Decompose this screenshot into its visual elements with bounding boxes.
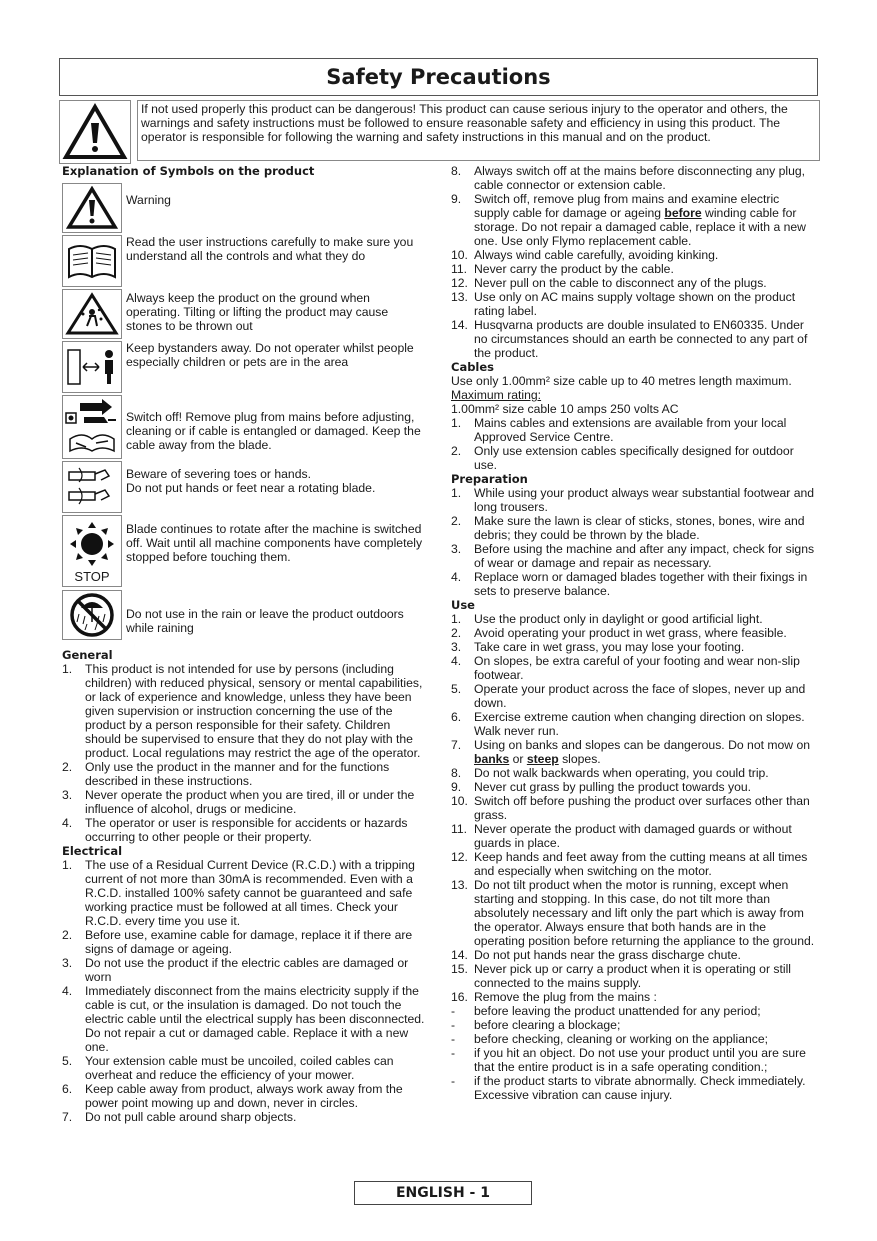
list-item: 11. Never operate the product with damaged guards or without guards in place.: [451, 822, 792, 850]
symbol-text: Read the user instructions carefully to make sure you understand all the controls and what they do: [126, 235, 414, 263]
list-item: 7. Using on banks and slopes can be dangerous. Do not mow on banks or steep slopes.: [451, 738, 811, 766]
list-item: 14. Husqvarna products are double insulated to EN60335. Under no circumstances should an earth be connected to any part of the product.: [451, 318, 808, 360]
list-item: 2. Avoid operating your product in wet grass, where feasible.: [451, 626, 787, 640]
stop-label: STOP: [74, 568, 110, 584]
list-item: 4. Replace worn or damaged blades together with their fixings in sets to preserve balance.: [451, 570, 808, 598]
list-item: 15. Never pick up or carry a product when it is operating or still connected to the mains supply.: [451, 962, 792, 990]
symbol-stop: [62, 515, 122, 587]
symbol-no-rain: [62, 590, 122, 640]
symbol-text: Always keep the product on the ground when operating. Tilting or lifting the product may cause stones to be thrown out: [126, 291, 389, 333]
list-item: 10. Switch off before pushing the product over surfaces other than grass.: [451, 794, 810, 822]
max-rating-label: Maximum rating:: [451, 388, 542, 402]
list-item: - if the product starts to vibrate abnormally. Check immediately. Excessive vibration can cause injury.: [451, 1074, 806, 1102]
general-heading: General: [62, 648, 113, 662]
list-item: 16. Remove the plug from the mains :: [451, 990, 657, 1004]
unplug-icon: [64, 397, 120, 457]
list-item: 4. On slopes, be extra careful of your footing and wear non-slip footwear.: [451, 654, 800, 682]
list-item: 5. Operate your product across the face of slopes, never up and down.: [451, 682, 806, 710]
cables-heading: Cables: [451, 360, 495, 374]
emphasis-before: before: [664, 206, 702, 220]
list-item: 8. Do not walk backwards when operating, you could trip.: [451, 766, 769, 780]
list-item: 9. Never cut grass by pulling the product towards you.: [451, 780, 752, 794]
symbol-read-manual: [62, 235, 122, 287]
symbol-blade-hazard: [62, 461, 122, 513]
thrown-object-icon: [65, 292, 119, 336]
preparation-heading: Preparation: [451, 472, 528, 486]
bystander-distance-icon: [65, 344, 119, 390]
symbol-warning: [62, 183, 122, 233]
list-item: 2. Make sure the lawn is clear of sticks, stones, bones, wire and debris; they could be thrown by the blade.: [451, 514, 805, 542]
list-item: 6. Exercise extreme caution when changing direction on slopes. Walk never run.: [451, 710, 805, 738]
list-item: 2. Only use extension cables specifically designed for outdoor use.: [451, 444, 794, 472]
page-title: Safety Precautions: [59, 58, 818, 96]
warning-triangle-icon: [60, 101, 130, 163]
emphasis-banks: banks: [474, 752, 510, 766]
list-item: 13. Use only on AC mains supply voltage shown on the product rating label.: [451, 290, 796, 318]
symbol-text: Keep bystanders away. Do not operater whilst people especially children or pets are in the area: [126, 341, 414, 369]
list-item: 11. Never carry the product by the cable.: [451, 262, 674, 276]
symbols-heading: Explanation of Symbols on the product: [62, 164, 315, 178]
symbol-thrown-objects: [62, 289, 122, 339]
list-item: 3. Do not use the product if the electric cables are damaged or worn: [62, 956, 409, 984]
list-item: 1. While using your product always wear substantial footwear and long trousers.: [451, 486, 815, 514]
list-item: - if you hit an object. Do not use your product until you are sure that the entire product is in a safe operating condition.;: [451, 1046, 806, 1074]
list-item: 1. The use of a Residual Current Device (R.C.D.) with a tripping current of not more than 30mA is recommended. Even with a R.C.D. installed 100% safety cannot be guaranteed and safe working practice must be followed at all times. Check your R.C.D. every time you use it.: [62, 858, 415, 928]
max-rating-text: 1.00mm² size cable 10 amps 250 volts AC: [451, 402, 679, 416]
list-item: - before checking, cleaning or working on the appliance;: [451, 1032, 769, 1046]
warning-triangle-icon: [65, 186, 119, 230]
emphasis-steep: steep: [526, 752, 559, 766]
symbol-unplug: [62, 395, 122, 459]
list-item: 4. The operator or user is responsible for accidents or hazards occurring to other people or their property.: [62, 816, 408, 844]
list-item: 1. This product is not intended for use by persons (including children) with reduced physical, sensory or mental capabilities, or lack of experience and knowledge, unless they have been given supervision or instruction concerning the use of the product by a person responsible for their safety. Children should be supervised to ensure that they do not play with the product. Local regulations may restrict the age of the operator.: [62, 662, 423, 760]
symbol-text: Beware of severing toes or hands. Do not put hands or feet near a rotating blade.: [126, 467, 376, 495]
left-column: [62, 648, 426, 1124]
list-item: 13. Do not tilt product when the motor is running, except when starting and stopping. In this case, do not tilt more than absolutely necessary and lift only the part which is away from the operator. Always ensure that both hands are in the operating position before returning the appliance to the ground.: [451, 878, 815, 948]
list-item: 6. Keep cable away from product, always work away from the power point mowing up and down, never in circles.: [62, 1082, 403, 1110]
symbol-text: Switch off! Remove plug from mains before adjusting, cleaning or if cable is entangled or damaged. Keep the cable away from the blade.: [126, 410, 421, 452]
intro-warning-text: If not used properly this product can be dangerous! This product can cause serious injury to the operator and others, the warnings and safety instructions must be followed to ensure reasonable safety and efficiency in using this product. The operator is responsible for following the warning and safety instructions in this manual and on the product.: [137, 100, 820, 161]
list-item: 3. Before using the machine and after any impact, check for signs of wear or damage and repair as necessary.: [451, 542, 815, 570]
blade-hazard-icon: [65, 464, 119, 510]
symbol-text: Blade continues to rotate after the machine is switched off. Wait until all machine components have completely stopped before touching them.: [126, 522, 423, 564]
use-heading: Use: [451, 598, 475, 612]
list-item: 1. Use the product only in daylight or good artificial light.: [451, 612, 763, 626]
list-item: 8. Always switch off at the mains before disconnecting any plug, cable connector or extension cable.: [451, 164, 806, 192]
page-footer: ENGLISH - 1: [354, 1181, 532, 1205]
list-item: 2. Only use the product in the manner and for the functions described in these instructions.: [62, 760, 390, 788]
symbol-text: Do not use in the rain or leave the product outdoors while raining: [126, 607, 404, 635]
intro-warning-box: [59, 100, 131, 164]
list-item: 12. Never pull on the cable to disconnect any of the plugs.: [451, 276, 767, 290]
open-book-icon: [65, 239, 119, 283]
list-item: - before leaving the product unattended for any period;: [451, 1004, 761, 1018]
electrical-heading: Electrical: [62, 844, 123, 858]
list-item: 5. Your extension cable must be uncoiled, coiled cables can overheat and reduce the efficiency of your mower.: [62, 1054, 394, 1082]
symbol-text: Warning: [126, 193, 171, 207]
list-item: 4. Immediately disconnect from the mains electricity supply if the cable is cut, or the insulation is damaged. Do not touch the electric cable until the electrical supply has been disconnected. Do not repair a cut or damaged cable. Replace it with a new one.: [62, 984, 425, 1054]
symbol-bystanders: [62, 341, 122, 393]
list-item: 12. Keep hands and feet away from the cutting means at all times and especially when switching on the motor.: [451, 850, 808, 878]
right-column: [451, 164, 815, 1102]
list-item: 7. Do not pull cable around sharp objects.: [62, 1110, 297, 1124]
cables-text: Use only 1.00mm² size cable up to 40 metres length maximum.: [451, 374, 792, 388]
stop-rotation-icon: [66, 520, 118, 570]
list-item: 14. Do not put hands near the grass discharge chute.: [451, 948, 741, 962]
list-item: 3. Take care in wet grass, you may lose your footing.: [451, 640, 745, 654]
list-item: 2. Before use, examine cable for damage, replace it if there are signs of damage or ageing.: [62, 928, 413, 956]
list-item: 1. Mains cables and extensions are available from your local Approved Service Centre.: [451, 416, 787, 444]
list-item: - before clearing a blockage;: [451, 1018, 621, 1032]
no-rain-icon: [67, 592, 117, 638]
list-item: 9. Switch off, remove plug from mains and examine electric supply cable for damage or ageing before winding cable for storage. Do not repair a damaged cable, replace it with a new one. Use only Flymo replacement cable.: [451, 192, 806, 248]
list-item: 10. Always wind cable carefully, avoiding kinking.: [451, 248, 719, 262]
list-item: 3. Never operate the product when you are tired, ill or under the influence of alcohol, drugs or medicine.: [62, 788, 415, 816]
